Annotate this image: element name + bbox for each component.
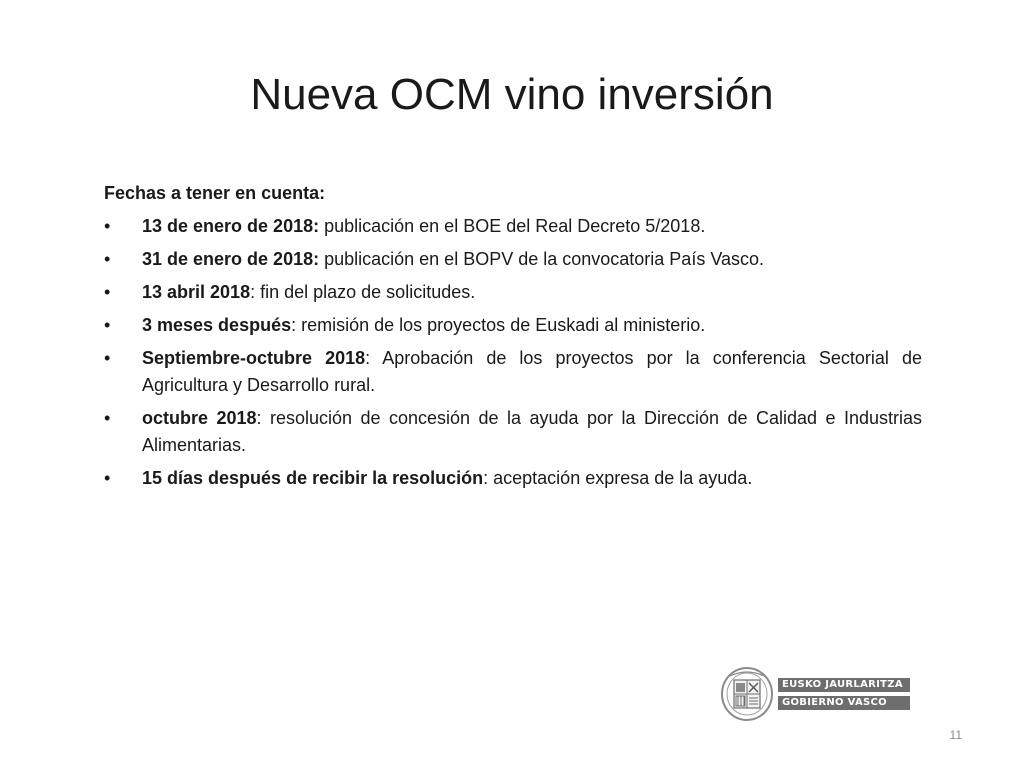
bullet-date: 13 de enero de 2018: [142, 216, 320, 236]
bullet-icon: • [104, 249, 111, 269]
logo-line-basque: EUSKO JAURLARITZA [778, 678, 910, 692]
list-item [104, 345, 922, 399]
bullet-date: 15 días después de recibir la resolución [142, 468, 484, 488]
page-number: 11 [949, 728, 962, 742]
list-item [104, 312, 922, 339]
list-item [104, 405, 922, 459]
list-item [104, 279, 922, 306]
bullet-date: 3 meses después [142, 315, 292, 335]
bullet-text: : fin del plazo de solicitudes. [250, 282, 476, 302]
bullet-icon: • [104, 348, 111, 368]
list-item [104, 465, 922, 492]
date-bullet-list [104, 213, 922, 492]
slide-title: Nueva OCM vino inversión [250, 70, 774, 119]
basque-government-emblem-icon [720, 666, 774, 722]
government-logo [720, 666, 910, 722]
bullet-icon: • [104, 315, 111, 335]
bullet-date: 31 de enero de 2018: [142, 249, 320, 269]
bullet-text: publicación en el BOE del Real Decreto 5/2018. [319, 216, 706, 236]
list-item [104, 246, 922, 273]
bullet-icon: • [104, 216, 111, 236]
bullet-date: 13 abril 2018 [142, 282, 251, 302]
bullet-icon: • [104, 468, 111, 488]
bullet-text: : Aprobación de los proyectos por la conferencia Sectorial de Agricultura y Desarrollo rural. [142, 348, 922, 395]
intro-heading: Fechas a tener en cuenta: [104, 183, 326, 203]
bullet-date: octubre 2018 [142, 408, 257, 428]
logo-line-spanish: GOBIERNO VASCO [778, 696, 910, 710]
bullet-icon: • [104, 282, 111, 302]
list-item [104, 213, 922, 240]
bullet-text: : remisión de los proyectos de Euskadi al ministerio. [291, 315, 706, 335]
bullet-text: : resolución de concesión de la ayuda por la Dirección de Calidad e Industrias Alimentarias. [142, 408, 922, 455]
bullet-text: publicación en el BOPV de la convocatoria País Vasco. [319, 249, 765, 269]
bullet-icon: • [104, 408, 111, 428]
content-body [104, 180, 922, 498]
bullet-date: Septiembre-octubre 2018 [142, 348, 366, 368]
bullet-text: : aceptación expresa de la ayuda. [483, 468, 753, 488]
